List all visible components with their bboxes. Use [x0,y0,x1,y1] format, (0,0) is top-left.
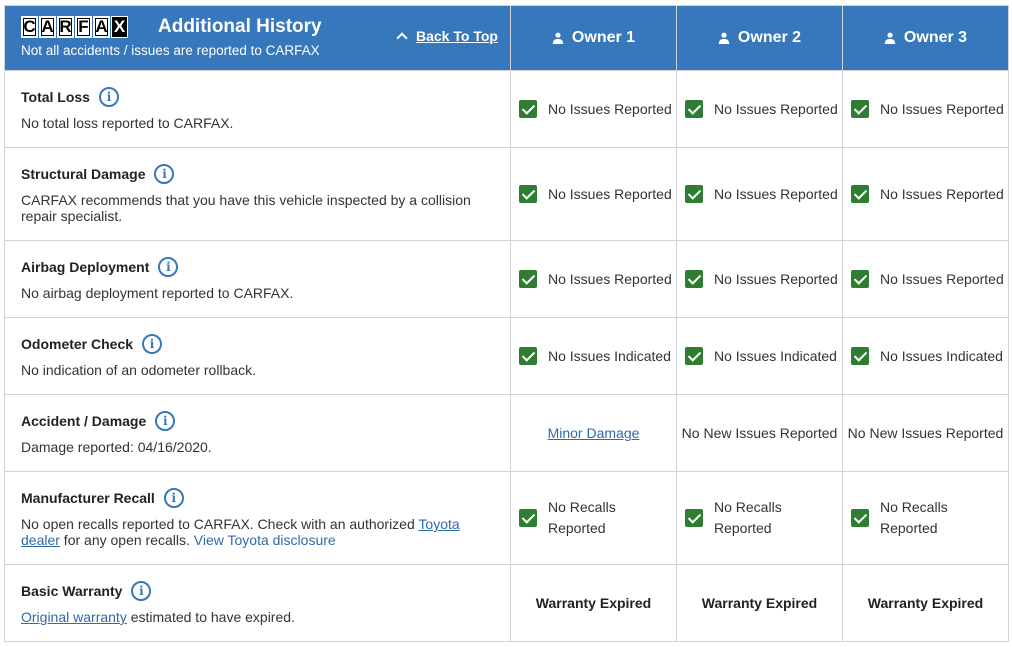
table-row-structural-damage [5,148,1009,241]
status-text: No Recalls Reported [880,499,948,536]
row-description: No total loss reported to CARFAX. [21,115,234,131]
logo-letter: C [21,16,38,38]
owner-2-cell [677,71,843,148]
person-icon [552,32,564,44]
owner-3-cell [843,565,1009,642]
toyota-dealer-link[interactable]: Toyota dealer [21,516,460,548]
info-circle-icon[interactable]: i [155,411,175,431]
status-text: No Recalls Reported [714,499,782,536]
additional-history-section [4,5,1008,642]
recall-text: No open recalls reported to CARFAX. Check with an authorized [21,516,419,532]
warranty-text: estimated to have expired. [126,609,295,625]
status-text: No Issues Reported [714,186,838,202]
status-text: No New Issues Reported [847,425,1004,441]
owner-label: Owner 1 [571,29,636,46]
row-description: No indication of an odometer rollback. [21,362,257,378]
checkbox-checked-icon [851,100,869,118]
checkbox-checked-icon [851,347,869,365]
status-text: Warranty Expired [867,595,984,611]
status-text: No Issues Reported [714,101,838,117]
owner-1-cell [511,148,677,241]
section-subtitle: Not all accidents / issues are reported to CARFAX [21,43,320,58]
owner-1-cell [511,395,677,472]
status-text: No Recalls Reported [548,499,616,536]
checkbox-checked-icon [519,509,537,527]
table-row-manufacturer-recall [5,472,1009,565]
status-text: Warranty Expired [535,595,652,611]
owner-3-cell [843,241,1009,318]
row-header [5,318,511,395]
status-text: No Issues Indicated [714,348,837,364]
owner-2-cell [677,148,843,241]
checkbox-checked-icon [685,347,703,365]
table-row-basic-warranty [5,565,1009,642]
owner-3-cell [843,472,1009,565]
info-circle-icon[interactable]: i [154,164,174,184]
owner-1-cell [511,241,677,318]
info-circle-icon[interactable]: i [142,334,162,354]
row-description: CARFAX recommends that you have this vehicle inspected by a collision repair specialist. [21,192,471,224]
section-title: Additional History [158,16,322,37]
carfax-logo [21,16,129,38]
checkbox-checked-icon [519,270,537,288]
header-left-cell [5,6,511,71]
person-icon [718,32,730,44]
owner-1-header [511,6,677,71]
owner-3-cell [843,395,1009,472]
owner-1-cell [511,71,677,148]
person-icon [884,32,896,44]
info-circle-icon[interactable]: i [99,87,119,107]
row-header [5,565,511,642]
owner-2-cell [677,472,843,565]
owner-3-cell [843,318,1009,395]
back-to-top-label: Back To Top [416,28,498,44]
owner-label: Owner 2 [737,29,802,46]
logo-letter: A [39,16,56,38]
checkbox-checked-icon [685,100,703,118]
toyota-disclosure-link[interactable]: View Toyota disclosure [193,532,336,548]
status-text: No Issues Indicated [548,348,671,364]
row-description: Damage reported: 04/16/2020. [21,439,212,455]
row-header [5,472,511,565]
checkbox-checked-icon [519,100,537,118]
additional-history-table [4,5,1009,642]
table-header-row [5,6,1009,71]
recall-text: for any open recalls. [59,532,194,548]
status-text: No Issues Reported [714,271,838,287]
logo-letter: R [57,16,74,38]
owner-3-cell [843,71,1009,148]
minor-damage-link[interactable]: Minor Damage [547,425,640,441]
status-text: No Issues Reported [548,186,672,202]
status-text: No New Issues Reported [681,425,838,441]
original-warranty-link[interactable]: Original warranty [21,609,127,625]
owner-2-cell [677,395,843,472]
row-header [5,395,511,472]
owner-3-header [843,6,1009,71]
row-title: Total Loss [21,89,90,105]
table-row-accident-damage [5,395,1009,472]
checkbox-checked-icon [519,185,537,203]
checkbox-checked-icon [685,185,703,203]
status-text: No Issues Reported [880,186,1004,202]
row-header [5,71,511,148]
row-title: Structural Damage [21,166,146,182]
logo-letter: X [111,16,128,38]
status-text: Warranty Expired [701,595,818,611]
owner-3-cell [843,148,1009,241]
checkbox-checked-icon [519,347,537,365]
table-row-total-loss [5,71,1009,148]
row-header [5,148,511,241]
checkbox-checked-icon [685,270,703,288]
info-circle-icon[interactable]: i [164,488,184,508]
owner-label: Owner 3 [903,29,968,46]
info-circle-icon[interactable]: i [158,257,178,277]
status-text: No Issues Reported [548,271,672,287]
owner-2-cell [677,241,843,318]
owner-2-cell [677,318,843,395]
row-title: Manufacturer Recall [21,490,155,506]
back-to-top-link[interactable] [396,28,498,44]
chevron-up-icon [396,32,407,43]
logo-letter: F [75,16,92,38]
owner-2-header [677,6,843,71]
status-text: No Issues Reported [880,101,1004,117]
status-text: No Issues Reported [548,101,672,117]
logo-letter: A [93,16,110,38]
info-circle-icon[interactable]: i [131,581,151,601]
row-title: Basic Warranty [21,583,123,599]
table-row-odometer-check [5,318,1009,395]
status-text: No Issues Indicated [880,348,1003,364]
checkbox-checked-icon [851,509,869,527]
checkbox-checked-icon [685,509,703,527]
row-description: No airbag deployment reported to CARFAX. [21,285,294,301]
row-description [21,609,494,625]
row-header [5,241,511,318]
owner-2-cell [677,565,843,642]
owner-1-cell [511,472,677,565]
checkbox-checked-icon [851,185,869,203]
row-title: Odometer Check [21,336,134,352]
row-title: Airbag Deployment [21,259,150,275]
status-text: No Issues Reported [880,271,1004,287]
table-row-airbag-deployment [5,241,1009,318]
owner-1-cell [511,318,677,395]
row-description [21,516,471,548]
owner-1-cell [511,565,677,642]
checkbox-checked-icon [851,270,869,288]
row-title: Accident / Damage [21,413,147,429]
